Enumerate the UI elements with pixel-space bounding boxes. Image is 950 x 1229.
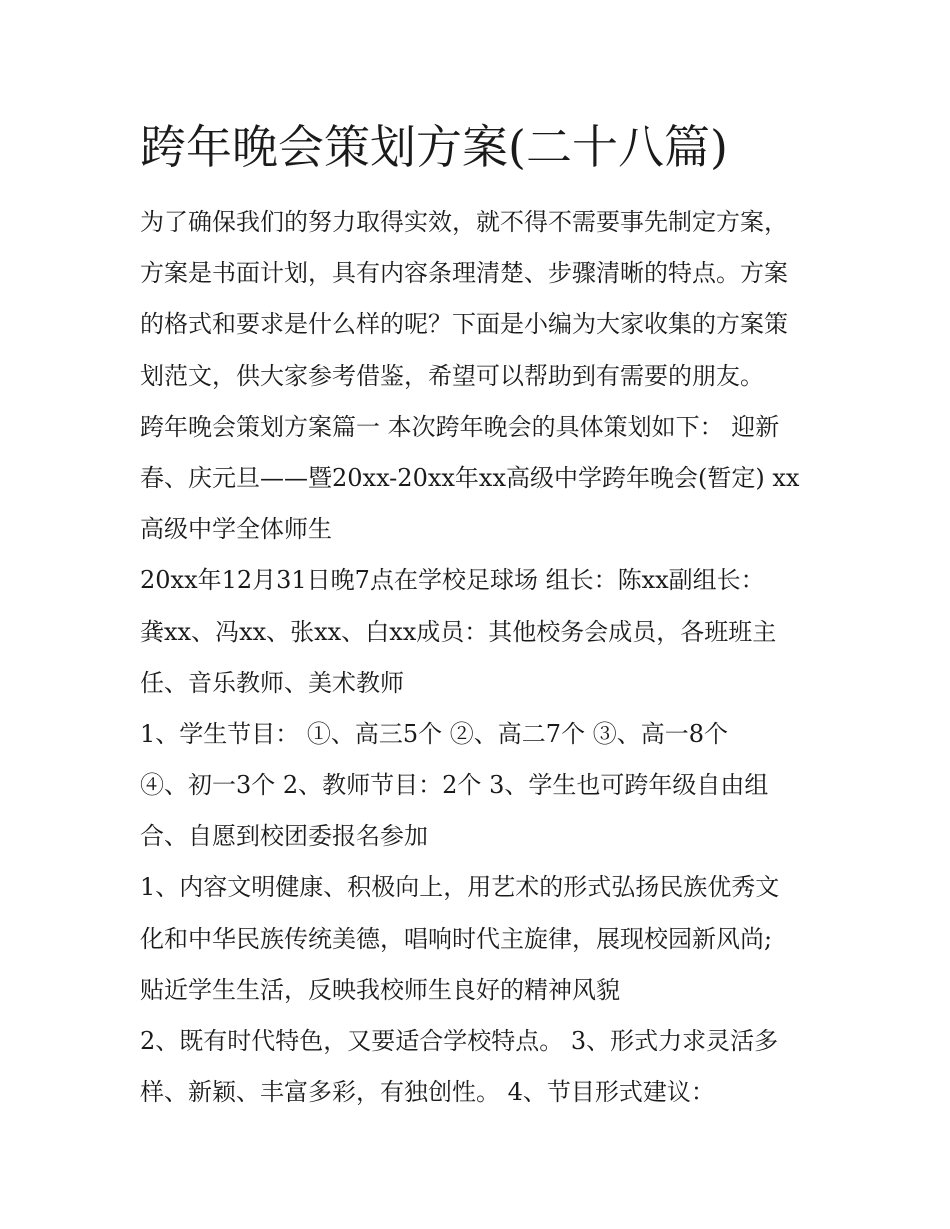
body-line: 的格式和要求是什么样的呢？下面是小编为大家收集的方案策: [140, 310, 788, 339]
body-line: 跨年晚会策划方案篇一 本次跨年晚会的具体策划如下： 迎新: [140, 412, 780, 441]
body-line: 样、新颖、丰富多彩，有独创性。 4、节目形式建议：: [140, 1078, 715, 1107]
body-line: 合、自愿到校团委报名参加: [140, 822, 428, 851]
body-line: 化和中华民族传统美德，唱响时代主旋律，展现校园新风尚;: [140, 924, 773, 953]
body-line: 为了确保我们的努力取得实效，就不得不需要事先制定方案，: [140, 208, 788, 236]
body-line: 1、学生节目： ①、高三5个 ②、高二7个 ③、高一8个: [140, 719, 728, 748]
document-title: 跨年晚会策划方案(二十八篇): [140, 120, 728, 174]
body-line: 贴近学生生活，反映我校师生良好的精神风貌: [140, 975, 620, 1004]
body-line: 2、既有时代特色，又要适合学校特点。 3、形式力求灵活多: [140, 1027, 779, 1055]
body-line: 龚xx、冯xx、张xx、白xx成员：其他校务会成员，各班班主: [140, 617, 777, 646]
body-line: 任、音乐教师、美术教师: [140, 668, 404, 697]
body-line: 高级中学全体师生: [140, 515, 332, 544]
document-body: [140, 197, 820, 1118]
body-line: 1、内容文明健康、积极向上，用艺术的形式弘扬民族优秀文: [140, 873, 780, 902]
body-line: 方案是书面计划，具有内容条理清楚、步骤清晰的特点。方案: [140, 259, 788, 288]
body-line: 划范文，供大家参考借鉴，希望可以帮助到有需要的朋友。: [140, 361, 764, 390]
body-line: ④、初一3个 2、教师节目：2个 3、学生也可跨年级自由组: [140, 771, 769, 800]
body-line: 20xx年12月31日晚7点在学校足球场 组长：陈xx副组长：: [140, 566, 765, 595]
body-line: 春、庆元旦——暨20xx-20xx年xx高级中学跨年晚会(暂定) xx: [140, 463, 800, 492]
